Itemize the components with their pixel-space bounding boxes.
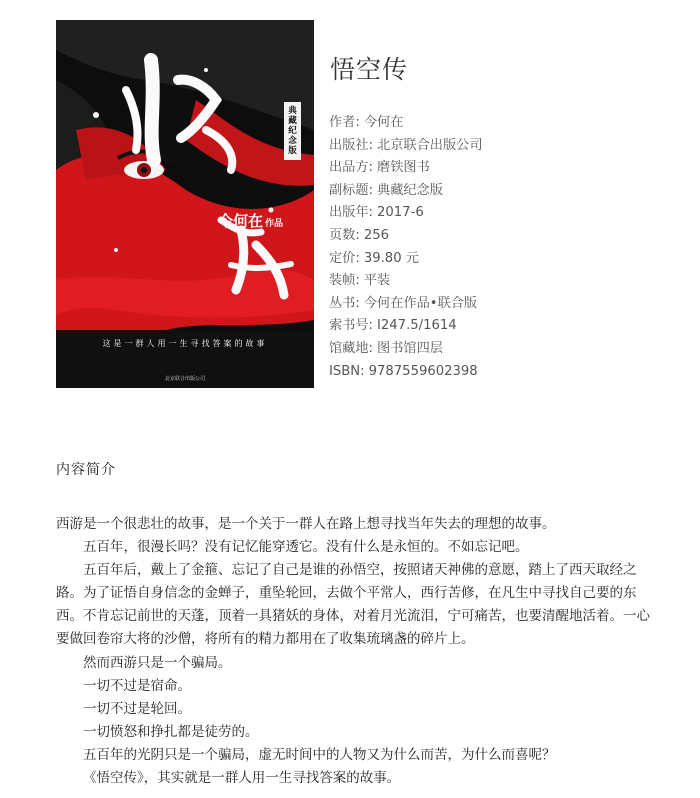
cover-artwork <box>56 20 314 388</box>
meta-binding <box>329 270 483 293</box>
description-paragraph: 五百年的光阴只是一个骗局，虚无时间中的人物又为什么而苦，为什么而喜呢？ <box>83 746 556 763</box>
description-body <box>56 513 656 790</box>
meta-location <box>329 338 483 361</box>
description-paragraph: 一切不过是轮回。 <box>83 700 191 717</box>
cover-author-suffix: 作品 <box>265 219 284 229</box>
meta-value: 北京联合出版公司 <box>377 137 483 153</box>
cover-author-name <box>218 210 283 231</box>
meta-value: 典藏纪念版 <box>377 182 443 198</box>
meta-publish-year <box>329 202 483 225</box>
meta-value: 9787559602398 <box>368 363 478 379</box>
description-paragraph: 一切不过是宿命。 <box>83 677 191 694</box>
cover-edition-badge: 典藏纪念版 <box>284 102 301 160</box>
meta-value: 图书馆四层 <box>377 340 443 356</box>
meta-value: 39.80 元 <box>363 250 419 266</box>
meta-value: 平装 <box>363 273 391 289</box>
meta-value: 2017-6 <box>377 205 424 221</box>
meta-label: 丛书: <box>329 295 360 311</box>
meta-value: 今何在作品•联合版 <box>363 295 478 311</box>
meta-isbn <box>329 361 483 384</box>
meta-label: 装帧: <box>329 273 360 289</box>
meta-series <box>329 293 483 316</box>
meta-author <box>329 112 483 135</box>
meta-label: 页数: <box>329 227 360 243</box>
cover-publisher-logo: 北京联合出版公司 <box>164 376 205 382</box>
meta-label: 定价: <box>329 250 360 266</box>
meta-call-number <box>329 315 483 338</box>
meta-label: 出版年: <box>329 205 374 221</box>
meta-label: 出品方: <box>329 160 374 176</box>
meta-label: 馆藏地: <box>329 340 374 356</box>
description-heading: 内容简介 <box>56 462 116 478</box>
meta-subtitle <box>329 180 483 203</box>
meta-value: 磨铁图书 <box>377 160 430 176</box>
meta-label: ISBN: <box>329 363 365 379</box>
meta-pages <box>329 225 483 248</box>
book-title: 悟空传 <box>330 55 409 84</box>
meta-label: 作者: <box>329 115 360 130</box>
description-paragraph: 五百年，很漫长吗？没有记忆能穿透它。没有什么是永恒的。不如忘记吧。 <box>83 539 529 556</box>
description-paragraph: 西游是一个很悲壮的故事，是一个关于一群人在路上想寻找当年失去的理想的故事。 <box>56 516 556 532</box>
book-metadata-list <box>329 112 483 383</box>
cover-author-text: 今何在 <box>218 212 264 230</box>
meta-label: 副标题: <box>329 182 374 198</box>
book-cover <box>56 20 314 388</box>
description-paragraph: 一切愤怒和挣扎都是徒劳的。 <box>83 723 259 740</box>
meta-publisher <box>329 135 483 158</box>
meta-value: 256 <box>363 227 389 243</box>
cover-tagline: 这是一群人用一生寻找答案的故事 <box>102 339 268 348</box>
description-paragraph: 五百年后，戴上了金箍、忘记了自己是谁的孙悟空，按照诸天神佛的意愿，踏上了西天取经之路。为了证悟自身信念的金蝉子，重坠轮回，去做个平常人，西行苦修，在凡生中寻找自己要的东西。不肯忘记前世的天蓬，顶着一具猪妖的身体，对着月光流泪，宁可痛苦，也要清醒地活着。一心要做回卷帘大将的沙僧，将所有的精力都用在了收集琉璃盏的碎片上。 <box>56 562 650 648</box>
meta-label: 出版社: <box>329 137 374 153</box>
description-paragraph: 《悟空传》，其实就是一群人用一生寻找答案的故事。 <box>83 770 401 787</box>
meta-producer <box>329 157 483 180</box>
meta-price <box>329 248 483 271</box>
description-paragraph: 然而西游只是一个骗局。 <box>83 654 232 671</box>
meta-value: I247.5/1614 <box>377 318 457 334</box>
meta-value: 今何在 <box>363 115 404 130</box>
meta-label: 索书号: <box>329 318 374 334</box>
